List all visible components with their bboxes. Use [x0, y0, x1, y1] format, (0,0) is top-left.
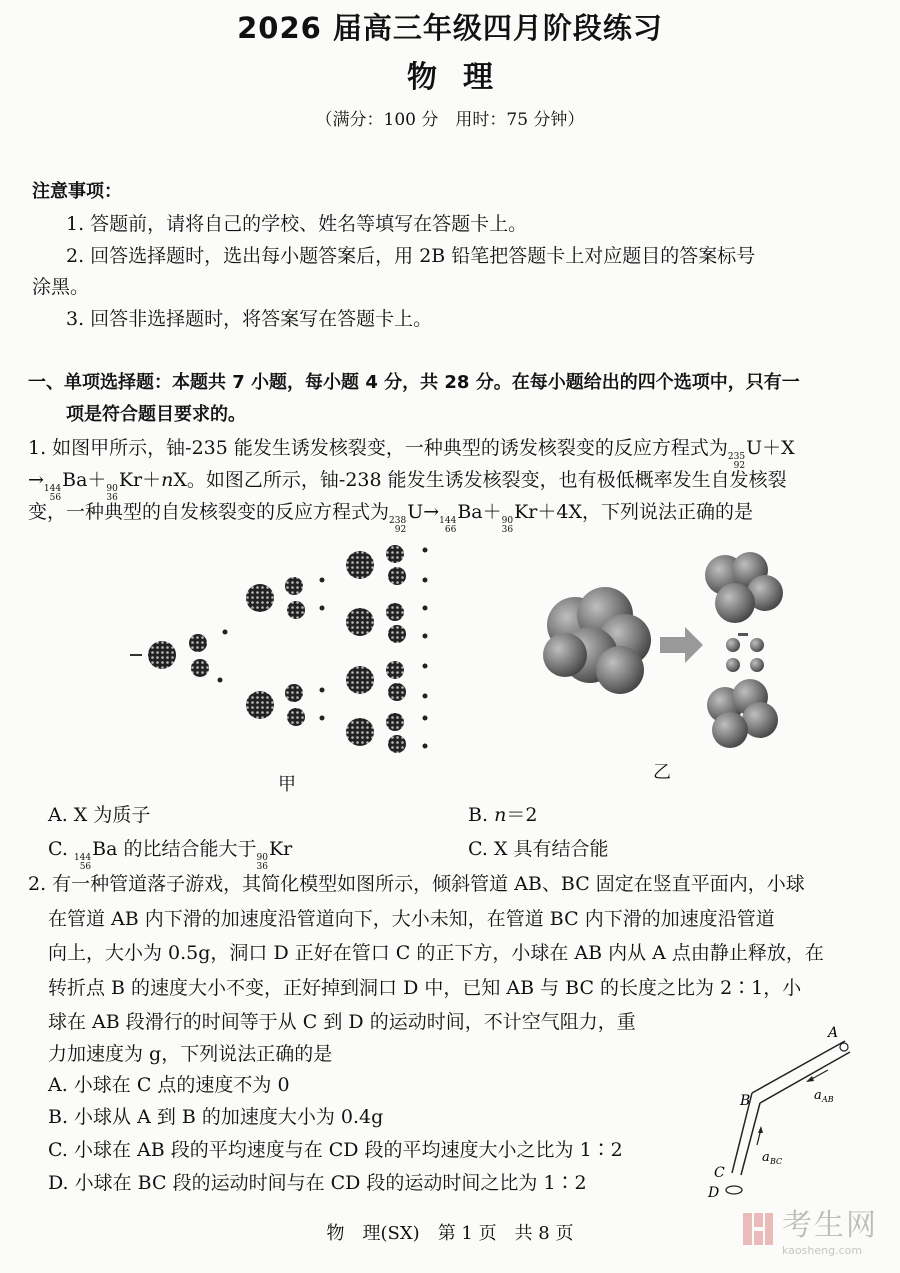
- label-a-ab-sub: AB: [822, 1095, 834, 1104]
- label-a-ab: a: [814, 1088, 822, 1103]
- label-a: A: [828, 1025, 839, 1041]
- q2-line3: 向上，大小为 0.5g，洞口 D 正好在管口 C 的正下方，小球在 AB 内从 A 点由静止释放，在: [48, 942, 824, 964]
- figure-pipe-model: [700, 1025, 870, 1200]
- fragment: [191, 659, 209, 677]
- q1-line1: 1. 如图甲所示，铀-235 能发生诱发核裂变，一种典型的诱发核裂变的反应方程式为 235 92 U＋X: [28, 437, 795, 471]
- figure-yi-spontaneous-fission: [535, 545, 795, 755]
- pipe-bc-right: [741, 1103, 760, 1175]
- q2-line6: 力加速度为 g，下列说法正确的是: [48, 1043, 333, 1065]
- section1-heading-cont: 项是符合题目要求的。: [66, 404, 246, 425]
- q2-option-d: D. 小球在 BC 段的运动时间与在 CD 段的运动时间之比为 1∶2: [48, 1172, 587, 1194]
- q2-line4: 转折点 B 的速度大小不变，正好掉到洞口 D 中，已知 AB 与 BC 的长度之比为 2∶1，小: [48, 977, 802, 999]
- watermark-url: kaosheng.com: [782, 1244, 863, 1257]
- neutron: [320, 716, 325, 721]
- neutron: [218, 678, 223, 683]
- fragment-top: [705, 552, 783, 623]
- neutron: [320, 688, 325, 693]
- q1-option-b: B. n＝2: [468, 804, 538, 826]
- neutron: [320, 578, 325, 583]
- q1-line3: 变，一种典型的自发核裂变的反应方程式为 238 92 U→ 144 66 Ba＋ 90 36 Kr＋4X，下列说法正确的是: [28, 501, 753, 535]
- q1-option-d: C. X 具有结合能: [468, 838, 609, 860]
- section1-heading: 一、单项选择题：本题共 7 小题，每小题 4 分，共 28 分。在每小题给出的四个选项中，只有一: [28, 372, 800, 393]
- q1-line2: → 144 56 Ba＋ 90 36 Kr＋nX。如图乙所示，铀-238 能发生诱发核裂变，也有极低概率发生自发核裂: [28, 469, 787, 503]
- notice-item-3: 3. 回答非选择题时，将答案写在答题卡上。: [66, 308, 433, 330]
- notice-heading: 注意事项：: [32, 181, 122, 202]
- q2-option-b: B. 小球从 A 到 B 的加速度大小为 0.4g: [48, 1106, 384, 1128]
- q1-option-c: C. 144 56 Ba 的比结合能大于 90 36 Kr: [48, 838, 293, 872]
- q1-option-a: A. X 为质子: [48, 804, 151, 826]
- arrow-icon: [660, 627, 703, 663]
- figure-jia-chain-reaction: [120, 540, 450, 755]
- exam-info: （满分：100 分 用时：75 分钟）: [315, 110, 585, 130]
- fragment: [287, 601, 305, 619]
- notice-item-2-cont: 涂黑。: [32, 276, 90, 298]
- watermark: [740, 1200, 878, 1257]
- q2-option-a: A. 小球在 C 点的速度不为 0: [48, 1074, 290, 1096]
- label-d: D: [708, 1185, 720, 1200]
- q2-line5: 球在 AB 段滑行的时间等于从 C 到 D 的运动时间，不计空气阻力，重: [48, 1011, 636, 1033]
- label-b: B: [740, 1093, 751, 1109]
- fragment: [285, 577, 303, 595]
- q2-option-c: C. 小球在 AB 段的平均速度与在 CD 段的平均速度大小之比为 1∶2: [48, 1139, 623, 1161]
- fragment-bottom: [707, 679, 778, 748]
- notice-item-1: 1. 答题前，请将自己的学校、姓名等填写在答题卡上。: [66, 213, 528, 235]
- u235-nucleus: [148, 641, 176, 669]
- pipe-ab-lower: [760, 1052, 850, 1103]
- emitted-particles: [726, 633, 764, 672]
- label-a-bc-sub: BC: [770, 1157, 783, 1166]
- figure-yi-label: 乙: [653, 762, 671, 783]
- logo-icon: [740, 1209, 776, 1249]
- page-footer: 物 理(SX) 第 1 页 共 8 页: [326, 1223, 574, 1244]
- u235-nucleus: [246, 584, 274, 612]
- figure-jia-label: 甲: [278, 774, 296, 795]
- label-a-bc: a: [762, 1150, 770, 1165]
- fragment: [189, 634, 207, 652]
- ball: [840, 1043, 848, 1051]
- u238-nucleus: [543, 587, 651, 694]
- neutron: [223, 630, 228, 635]
- u235-nucleus: [246, 691, 274, 719]
- q2-line1: 2. 有一种管道落子游戏，其简化模型如图所示，倾斜管道 AB、BC 固定在竖直平面内，小球: [28, 873, 805, 895]
- exam-title: 2026 届高三年级四月阶段练习: [237, 11, 663, 45]
- q2-line2: 在管道 AB 内下滑的加速度沿管道向下，大小未知，在管道 BC 内下滑的加速度沿管道: [48, 908, 775, 930]
- hole-d: [726, 1186, 742, 1194]
- notice-item-2: 2. 回答选择题时，选出每小题答案后，用 2B 铅笔把答题卡上对应题目的答案标号: [66, 245, 756, 267]
- fragment: [285, 684, 303, 702]
- neutron: [320, 606, 325, 611]
- fragment: [287, 708, 305, 726]
- watermark-text: 考生网: [782, 1208, 878, 1243]
- stage-2-fissions: [346, 545, 428, 753]
- subject-title: 物理: [407, 60, 519, 95]
- label-c: C: [714, 1165, 725, 1181]
- pipe-ab-upper: [752, 1041, 845, 1093]
